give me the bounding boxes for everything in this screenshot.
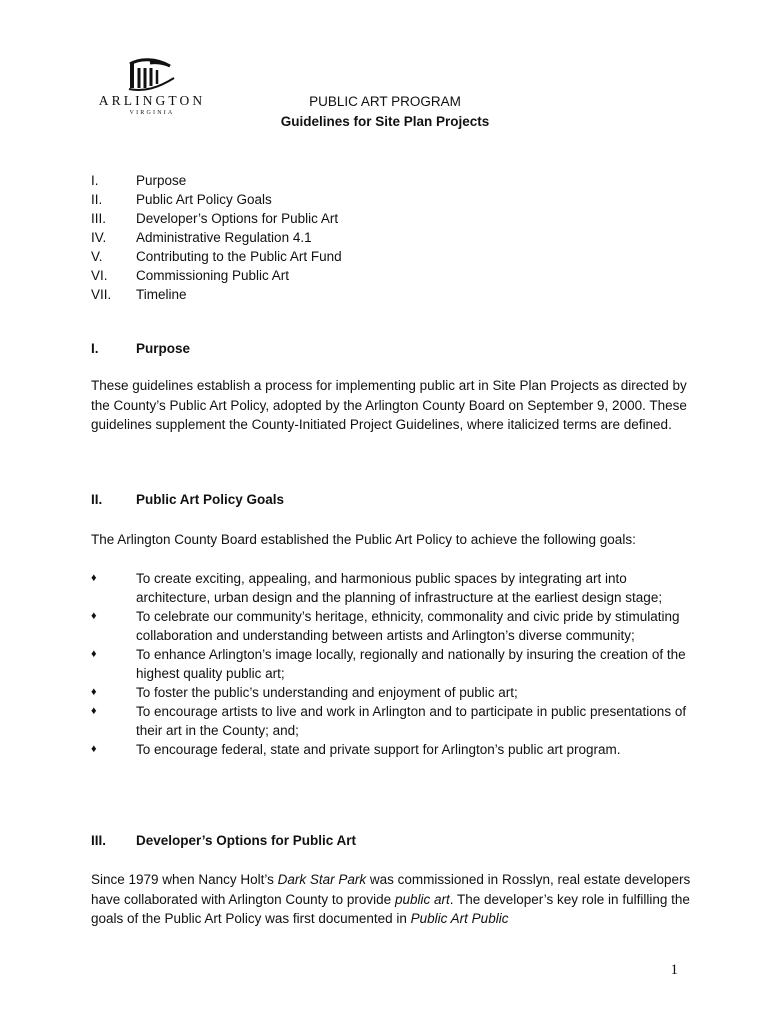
document-page: ARLINGTON VIRGINIA PUBLIC ART PROGRAM Guidelines for Site Plan Projects I. Purpose II. Public Art Policy Goals III. Developer’s Options for Public Art IV. Administrative Regulation 4.1 V. Contributing to the Public Art Fund VI. Commissioning Public Art VII. Timeline I. Purpose These guidelines establish a process for implementing public art in Site Plan Projects as directed by the County’s Public Art Policy, adopted by the Arlington County Board on September 9, 2000. These guidelines supplement the County-Initiated Project Guidelines, where italicized terms are defined. II. Public Art Policy Goals The Arlington County Board established the Public Art Policy to achieve the following goals: ♦ To create exciting, appealing, and harmonious public spaces by integrating art into architecture, urban design and the planning of infrastructure at the earliest design stage; ♦ To celebrate our community’s heritage, ethnicity, commonality and civic pride by stimulating collaboration and understanding between artists and Arlington’s diverse community; ♦ To enhance Arlington’s image locally, regionally and nationally by insuring the creation of the highest quality public art; ♦ To foster the public’s understanding and enjoyment of public art; ♦ To encourage artists to live and work in Arlington and to participate in public presentations of their art in the County; and; ♦ To encourage federal, state and private support for Arlington’s public art program. III. Developer’s Options for Public Art Since 1979 when Nancy Holt’s Dark Star Park was commissioned in Rosslyn, real estate developers have collaborated with Arlington County to provide public art. The developer’s key role in fulfilling the goals of the Public Art Policy was first documented in Public Art Public 1 <box>0 0 770 1024</box>
toc-item: VII. Timeline <box>91 287 187 302</box>
diamond-bullet-icon: ♦ <box>91 648 97 660</box>
purpose-paragraph: These guidelines establish a process for implementing public art in Site Plan Projects as directed by the County’s Public Art Policy, adopted by the Arlington County Board on September 9, 2000. These guidelines supplement the County-Initiated Project Guidelines, where italicized terms are defined. <box>91 378 687 432</box>
toc-item: IV. Administrative Regulation 4.1 <box>91 230 312 245</box>
diamond-bullet-icon: ♦ <box>91 743 97 755</box>
page-number: 1 <box>670 962 678 978</box>
list-item: ♦ To encourage federal, state and private support for Arlington’s public art program. <box>91 742 621 757</box>
goals-list <box>91 569 691 759</box>
program-title: PUBLIC ART PROGRAM <box>309 94 461 109</box>
toc-item: III. Developer’s Options for Public Art <box>91 211 339 226</box>
list-item: ♦ To create exciting, appealing, and harmonious public spaces by integrating art into architecture, urban design and the planning of infrastructure at the earliest design stage; <box>91 571 663 605</box>
diamond-bullet-icon: ♦ <box>91 572 97 584</box>
defined-term: public art <box>394 891 450 907</box>
document-subtitle: Guidelines for Site Plan Projects <box>280 114 490 129</box>
document-title: Public Art Public <box>410 911 509 926</box>
toc-item: VI. Commissioning Public Art <box>91 268 290 283</box>
list-item: ♦ To foster the public’s understanding and enjoyment of public art; <box>91 685 518 700</box>
list-item: ♦ To enhance Arlington’s image locally, regionally and nationally by insuring the creation of the highest quality public art; <box>91 647 686 681</box>
list-item: ♦ To celebrate our community’s heritage, ethnicity, commonality and civic pride by stimulating collaboration and understanding between artists and Arlington’s diverse community; <box>91 609 680 643</box>
arlington-logo <box>90 56 214 120</box>
artwork-title: Dark Star Park <box>277 872 367 887</box>
toc-item: I. Purpose <box>91 173 187 188</box>
table-of-contents <box>91 171 691 304</box>
diamond-bullet-icon: ♦ <box>91 610 97 622</box>
toc-item: II. Public Art Policy Goals <box>91 192 272 207</box>
logo-state: VIRGINIA <box>129 110 175 116</box>
diamond-bullet-icon: ♦ <box>91 705 97 717</box>
list-item: ♦ To encourage artists to live and work in Arlington and to participate in public presentations of their art in the County; and; <box>91 704 687 738</box>
arlington-house-icon <box>126 56 178 92</box>
toc-item: V. Contributing to the Public Art Fund <box>91 249 342 264</box>
goals-intro: The Arlington County Board established the Public Art Policy to achieve the following goals: <box>91 532 636 547</box>
logo-wordmark: ARLINGTON <box>98 93 206 108</box>
diamond-bullet-icon: ♦ <box>91 686 97 698</box>
developer-options-paragraph: Since 1979 when Nancy Holt’s Dark Star Park was commissioned in Rosslyn, real estate developers have collaborated with Arlington County to provide public art. The developer’s key role in fulfilling the goals of the Public Art Policy was first documented in Public Art Public <box>91 872 691 926</box>
